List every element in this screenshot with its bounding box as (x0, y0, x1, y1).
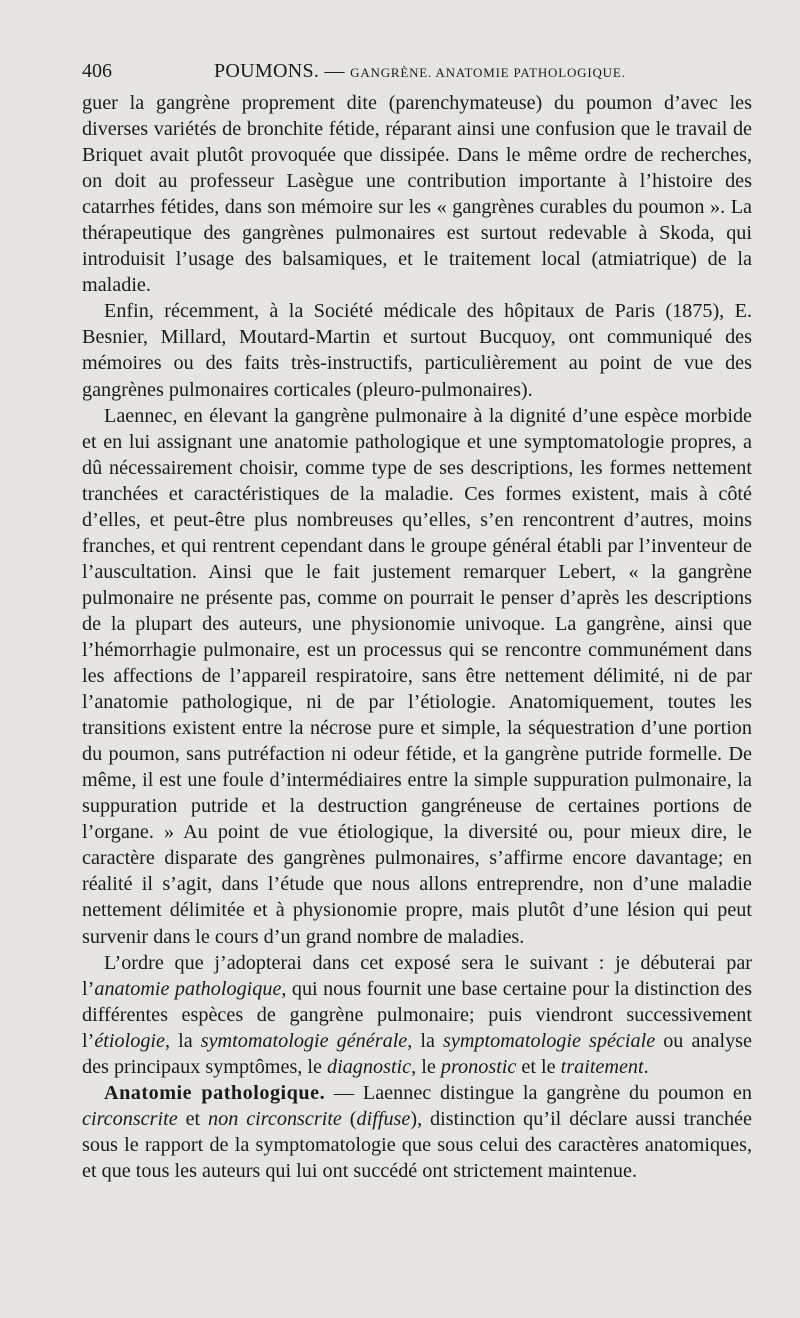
term-circonscrite: circonscrite (82, 1107, 178, 1130)
paragraph-continued: guer la gangrène proprement dite (parenchymateuse) du poumon d’avec les diverses variétés de bronchite fétide, réparant ainsi une confusion que le travail de Briquet avait plutôt provoquée que dissipée. Dans le même ordre de recherches, on doit au professeur Lasègue une contribution importante à l’histoire des catarrhes fétides, dans son mémoire sur les « gangrènes curables du poumon ». La thérapeutique des gangrènes pulmonaires est surtout redevable à Skoda, qui introduisit l’usage des balsamiques, et le traitement local (atmiatrique) de la maladie. (82, 92, 752, 297)
paragraph-anatomie: Anatomie pathologique. — Laennec distingue la gangrène du poumon en circonscrite et non circonscrite (diffuse), distinction qu’il déclare aussi tranchée sous le rapport de la symptomatologie que sous celui des caractères anatomiques, et que tous les auteurs qui lui ont succédé ont strictement maintenue. (82, 1081, 752, 1182)
term-diagnostic: diagnostic (327, 1055, 412, 1078)
section-subtitle: GANGRÈNE. ANATOMIE PATHOLOGIQUE. (350, 65, 626, 80)
term-anatomie: anatomie pathologique (94, 977, 282, 1000)
page-body (82, 90, 752, 1184)
title-dash: — (324, 60, 345, 82)
chapter-title: POUMONS. (214, 60, 320, 82)
term-symptomatologie-speciale: symptomatologie spéciale (443, 1029, 656, 1052)
term-symtomatologie: symtomatologie générale (200, 1029, 408, 1052)
paragraph-plan: L’ordre que j’adopterai dans cet exposé sera le suivant : je débuterai par l’anatomie pathologique, qui nous fournit une base certaine pour la distinction des différentes espèces de gangrène pulmonaire; puis viendront successivement l’étiologie, la symtomatologie générale, la symptomatologie spéciale ou analyse des principaux symptômes, le diagnostic, le pronostic et le traitement. (82, 951, 752, 1078)
running-header (82, 56, 762, 86)
term-diffuse: diffuse (356, 1107, 411, 1130)
running-title (214, 56, 626, 88)
term-non-circonscrite: non circonscrite (208, 1107, 342, 1130)
term-pronostic: pronostic (440, 1055, 517, 1078)
paragraph-recent-works: Enfin, récemment, à la Société médicale des hôpitaux de Paris (1875), E. Besnier, Millard, Moutard-Martin et surtout Bucquoy, ont communiqué des mémoires ou des faits très-instructifs, particulièrement au point de vue des gangrènes pulmonaires corticales (pleuro-pulmonaires). (82, 300, 752, 401)
paragraph-laennec: Laennec, en élevant la gangrène pulmonaire à la dignité d’une espèce morbide et en lui assignant une anatomie pathologique et une symptomatologie propres, a dû nécessairement choisir, comme type de ses descriptions, les formes nettement tranchées et caractéristiques de la maladie. Ces formes existent, mais à côté d’elles, et peut-être plus nombreuses qu’elles, s’en rencontrent d’autres, moins franches, et qui rentrent cependant dans le groupe général établi par l’inventeur de l’auscultation. Ainsi que le fait justement remarquer Lebert, « la gangrène pulmonaire ne présente pas, comme on pourrait le penser d’après les descriptions de la plupart des auteurs, une physionomie univoque. La gangrène, ainsi que l’hémorrhagie pulmonaire, est un processus qui se rencontre communément dans les affections de l’appareil respiratoire, sans être nettement délimité, ni de par l’anatomie pathologique, ni de par l’étiologie. Anatomiquement, toutes les transitions existent entre la nécrose pure et simple, la séquestration d’une portion du poumon, sans putréfaction ni odeur fétide, et la gangrène putride formelle. De même, il est une foule d’intermédiaires entre la simple suppuration pulmonaire, la suppuration putride et la destruction gangréneuse de certaines portions de l’organe. » Au point de vue étiologique, la diversité ou, pour mieux dire, le caractère disparate des gangrènes pulmonaires, s’affirme encore davantage; en réalité il s’agit, dans l’étude que nous allons entreprendre, non d’une maladie nettement délimitée et à physionomie propre, mais plutôt d’une lésion qui peut survenir dans le cours d’un grand nombre de maladies. (82, 404, 752, 948)
term-etiologie: étiologie (94, 1029, 165, 1052)
term-traitement: traitement (560, 1055, 644, 1078)
section-heading: Anatomie pathologique. (104, 1081, 326, 1104)
page-number: 406 (82, 60, 112, 82)
